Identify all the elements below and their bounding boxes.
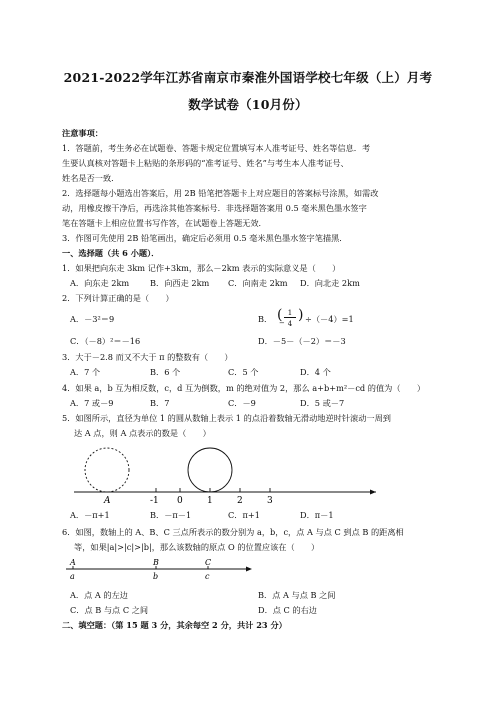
q1-option-a: A．向东走 2km bbox=[70, 278, 130, 288]
q5-option-c: C．π+1 bbox=[228, 510, 260, 520]
q2-minus-sign: − bbox=[279, 319, 285, 327]
q2-option-a: A．－3²＝9 bbox=[70, 314, 115, 324]
tick-label-zero: 0 bbox=[177, 496, 183, 506]
tick-label-one: 1 bbox=[207, 496, 213, 506]
notes-heading: 注意事项： bbox=[62, 128, 103, 138]
value-a-label: a bbox=[70, 572, 75, 581]
question-6-stem: 6．如图，数轴上的 A、B、C 三点所表示的数分别为 a，b，c，点 A 与点 C 到点 B 的距离相 bbox=[62, 527, 404, 537]
q2-left-paren: ( bbox=[277, 307, 283, 323]
number-line-arrow bbox=[370, 490, 376, 495]
q1-option-d: D．向北走 2km bbox=[300, 278, 360, 288]
q3-option-a: A．7 个 bbox=[70, 367, 101, 377]
q2-right-paren: ) bbox=[298, 307, 304, 323]
q2-option-d: D．－5－（－2）＝－3 bbox=[258, 336, 346, 346]
q4-option-d: D．5 或－7 bbox=[300, 398, 345, 408]
q5-option-b: B．－π－1 bbox=[150, 510, 192, 520]
q1-option-b: B．向西走 2km bbox=[150, 278, 210, 288]
notes-line: 动，用橡皮擦干净后，再选涂其他答案标号．非选择题答案用 0.5 毫米黑色墨水签字 bbox=[62, 203, 367, 213]
question-6-stem-cont: 等，如果|a|>|c|>|b|，那么该数轴的原点 O 的位置应该在（ ） bbox=[74, 542, 320, 552]
exam-title-line2: 数学试卷（10月份） bbox=[188, 97, 308, 112]
question-5-stem-cont: 达 A 点，则 A 点表示的数是（ ） bbox=[74, 428, 211, 438]
point-a-label: A bbox=[104, 496, 111, 506]
question-1-stem: 1．如果把向东走 3km 记作+3km，那么－2km 表示的实际意义是（ ） bbox=[62, 263, 341, 273]
notes-line: 生要认真核对答题卡上粘贴的条形码的“准考证号、姓名”与考生本人准考证号、 bbox=[62, 158, 349, 168]
q2-fraction-denominator: 4 bbox=[287, 320, 293, 328]
q2-fraction-bar bbox=[284, 317, 296, 318]
q6-option-c: C．点 B 与点 C 之间 bbox=[70, 605, 149, 615]
notes-line: 姓名是否一致． bbox=[62, 173, 120, 183]
section-heading-choice: 一、选择题（共 6 小题）． bbox=[62, 248, 160, 258]
question-2-stem: 2．下列计算正确的是（ ） bbox=[62, 293, 174, 303]
question-3-stem: 3．大于－2.8 而又不大于 π 的整数有（ ） bbox=[62, 352, 233, 362]
point-a-label: A bbox=[70, 558, 76, 567]
q1-option-c: C．向南走 2km bbox=[228, 278, 288, 288]
q6-option-b: B．点 A 与点 B 之间 bbox=[258, 590, 336, 600]
tick-label-three: 3 bbox=[267, 496, 273, 506]
notes-line: 笔在答题卡上相应位置书写作答，在试题卷上答题无效． bbox=[62, 218, 267, 228]
q6-figure bbox=[62, 555, 262, 585]
q3-option-c: C．5 个 bbox=[228, 367, 259, 377]
value-b-label: b bbox=[153, 572, 159, 581]
tick-label-two: 2 bbox=[237, 496, 243, 506]
q2-fraction-numerator: 1 bbox=[287, 309, 293, 317]
q4-option-a: A．7 或－9 bbox=[70, 398, 114, 408]
exam-page: 2021-2022学年江苏省南京市秦淮外国语学校七年级（上）月考 数学试卷（10月份） 注意事项： 1．答题前，考生务必在试题卷、答题卡规定位置填写本人准考证号、姓名等信息．考 生要认真核对答题卡上粘贴的条形码的“准考证号、姓名”与考生本人准考证号、 姓名是否一致． 2．选择题每小题选出答案后，用 2B 铅笔把答题卡上对应题目的答案标号涂黑，如需改 动，用橡皮擦干净后，再选涂其他答案标号．非选择题答案用 0.5 毫米黑色墨水签字 笔在答题卡上相应位置书写作答，在试题卷上答题无效． 3．作图可先使用 2B 铅笔画出，确定后必须用 0.5 毫米黑色墨水签字笔描黑． 一、选择题（共 6 小题）． 1．如果把向东走 3km 记作+3km，那么－2km 表示的实际意义是（ ） A．向东走 2km B．向西走 2km C．向南走 2km D．向北走 2km 2．下列计算正确的是（ ） A．－3²＝9 B． ( 1 − 4 ) ÷（－4）=1 C．（－8）²＝－16 D．－5－（－2）＝－3 3．大于－2.8 而又不大于 π 的整数有（ ） A．7 个 B．6 个 C．5 个 D．4 个 4．如果 a，b 互为相反数，c，d 互为倒数，m 的绝对值为 2，那么 a+b+m²－cd 的值为（ ） A．7 或－9 B．7 C．－9 D．5 或－7 5．如图所示，直径为单位 1 的圆从数轴上表示 1 的点沿着数轴无滑动地逆时针滚动一周到 达 A 点，则 A 点表示的数是（ ） A -1 0 1 2 3 A．－π+1 B．－π－1 C．π+1 D．π－1 6．如图，数轴上的 A、B、C 三点所表示的数分别为 a，b，c，点 A 与点 C 到点 B 的距离相 等，如果|a|>|c|>|b|，那么该数轴的原点 O 的位置应该在（ ） A B C a b c A．点 A 的左边 B．点 A 与点 B 之间 C．点 B 与点 C 之间 D．点 C 的右边 二、填空题：（第 15 题 3 分，其余每空 2 分，共计 23 分） bbox=[0, 0, 496, 702]
q5-option-a: A．－π+1 bbox=[70, 510, 110, 520]
notes-line: 2．选择题每小题选出答案后，用 2B 铅笔把答题卡上对应题目的答案标号涂黑，如需改 bbox=[62, 188, 379, 198]
notes-line: 1．答题前，考生务必在试题卷、答题卡规定位置填写本人准考证号、姓名等信息．考 bbox=[62, 143, 371, 153]
q5-option-d: D．π－1 bbox=[300, 510, 334, 520]
question-5-stem: 5．如图所示，直径为单位 1 的圆从数轴上表示 1 的点沿着数轴无滑动地逆时针滚动一周到 bbox=[62, 413, 391, 423]
q6-option-d: D．点 C 的右边 bbox=[258, 605, 317, 615]
tick-label-minus-one: -1 bbox=[150, 496, 159, 506]
q5-figure bbox=[62, 440, 382, 506]
q4-option-c: C．－9 bbox=[228, 398, 256, 408]
q2-option-c: C．（－8）²＝－16 bbox=[70, 336, 141, 346]
q3-option-b: B．6 个 bbox=[150, 367, 181, 377]
value-c-label: c bbox=[205, 572, 210, 581]
point-c-label: C bbox=[205, 558, 212, 567]
question-4-stem: 4．如果 a，b 互为相反数，c，d 互为倒数，m 的绝对值为 2，那么 a+b+m²－cd 的值为（ ） bbox=[62, 383, 426, 393]
q3-option-d: D．4 个 bbox=[300, 367, 331, 377]
number-line-arrow bbox=[246, 567, 252, 572]
solid-circle bbox=[188, 448, 232, 492]
q6-option-a: A．点 A 的左边 bbox=[70, 590, 128, 600]
q4-option-b: B．7 bbox=[150, 398, 170, 408]
point-b-label: B bbox=[153, 558, 159, 567]
exam-title-line1: 2021-2022学年江苏省南京市秦淮外国语学校七年级（上）月考 bbox=[63, 70, 433, 85]
notes-line: 3．作图可先使用 2B 铅笔画出，确定后必须用 0.5 毫米黑色墨水签字笔描黑． bbox=[62, 233, 348, 243]
section-heading-fill: 二、填空题：（第 15 题 3 分，其余每空 2 分，共计 23 分） bbox=[62, 620, 287, 630]
dashed-circle bbox=[85, 448, 129, 492]
